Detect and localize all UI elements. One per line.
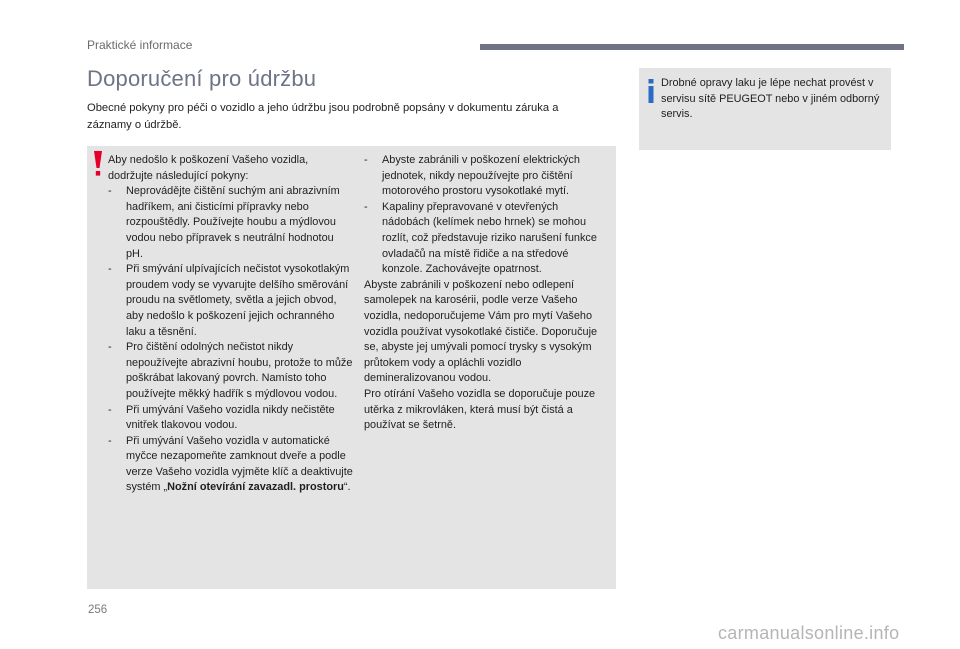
list-item bbox=[108, 403, 353, 434]
last-item-bold: Nožní otevírání zavazadl. prostoru bbox=[167, 481, 344, 494]
header-section-title: Praktické informace bbox=[87, 38, 193, 52]
list-item-text: Při umývání Vašeho vozidla nikdy nečistěte vnitřek tlakovou vodou. bbox=[126, 403, 335, 432]
last-item-suffix: “. bbox=[343, 481, 351, 494]
exclamation-icon bbox=[93, 151, 103, 177]
header-bar bbox=[480, 44, 904, 50]
warning-right-column bbox=[364, 153, 609, 434]
paragraph-wiping: Pro otírání Vašeho vozidla se doporučuje pouze utěrka z mikrovláken, která musí být čistá a používat se šetrně. bbox=[364, 387, 596, 432]
page-number: 256 bbox=[88, 604, 108, 616]
list-item-text: Pro čištění odolných nečistot nikdy nepoužívejte abrazivní houbu, protože to může poškrábat lakovaný povrch. Namísto toho používejte měkký hadřík s mýdlovou vodou. bbox=[126, 341, 353, 400]
list-item bbox=[108, 434, 353, 496]
list-item-text: Kapaliny přepravované v otevřených nádobách (kelímek nebo hrnek) se mohou rozlít, což představuje riziko narušení funkce ovladačů na místě řidiče a na středové konzole. Zachovávejte opatrnost. bbox=[382, 200, 597, 276]
list-item-text: Abyste zabránili v poškození elektrických jednotek, nikdy nepoužívejte pro čištění motorového prostoru vysokotlaké mytí. bbox=[382, 154, 580, 198]
list-item bbox=[364, 200, 609, 278]
warning-left-column bbox=[108, 153, 353, 496]
paragraph-stickers: Abyste zabránili v poškození nebo odlepení samolepek na karosérii, podle verze Vašeho vozidla, nedoporučujeme Vám pro mytí Vašeho vozidla používat vysokotlaké čističe. Doporučuje se, abyste jej umývali pomocí trysky s vysokým průtokem vody a opláchli vozidlo demineralizovanou vodou. bbox=[364, 278, 598, 385]
intro-text: Obecné pokyny pro péči o vozidlo a jeho údržbu jsou podrobně popsány v dokumentu záruka a záznamy o údržbě. bbox=[87, 102, 559, 131]
info-icon bbox=[647, 79, 655, 103]
list-dash: - bbox=[108, 403, 112, 416]
warning-lead: Aby nedošlo k poškození Vašeho vozidla, dodržujte následující pokyny: bbox=[108, 154, 309, 182]
page-title: Doporučení pro údržbu bbox=[87, 66, 317, 91]
list-dash: - bbox=[364, 154, 368, 166]
watermark: carmanualsonline.info bbox=[718, 623, 900, 643]
list-item-text bbox=[126, 434, 353, 496]
list-item-text: Při smývání ulpívajících nečistot vysokotlakým proudem vody se vyvarujte delšího směrování proudu na světlomety, světla a jejich obvod, aby nedošlo k poškození jejich ochranného laku a těsnění. bbox=[126, 263, 350, 338]
list-dash: - bbox=[108, 341, 112, 354]
list-item-text: Neprovádějte čištění suchým ani abrazivním hadříkem, ani čisticími přípravky nebo rozpouštědly. Používejte houbu a mýdlovou vodou nebo přípravek s neutrální hodnotou pH. bbox=[126, 185, 340, 260]
list-item bbox=[108, 184, 353, 262]
list-item bbox=[108, 340, 353, 402]
list-dash: - bbox=[364, 200, 368, 213]
list-dash: - bbox=[108, 434, 112, 447]
list-dash: - bbox=[108, 185, 112, 198]
list-item bbox=[364, 153, 609, 200]
list-dash: - bbox=[108, 263, 112, 276]
info-text: Drobné opravy laku je lépe nechat provést v servisu sítě PEUGEOT nebo v jiném odborný servis. bbox=[661, 77, 880, 121]
last-item-prefix: Při umývání Vašeho vozidla v automatické myčce nezapomeňte zamknout dveře a podle verze Vašeho vozidla vyjměte klíč a deaktivujte systém „ bbox=[126, 434, 353, 494]
list-item bbox=[108, 262, 353, 340]
